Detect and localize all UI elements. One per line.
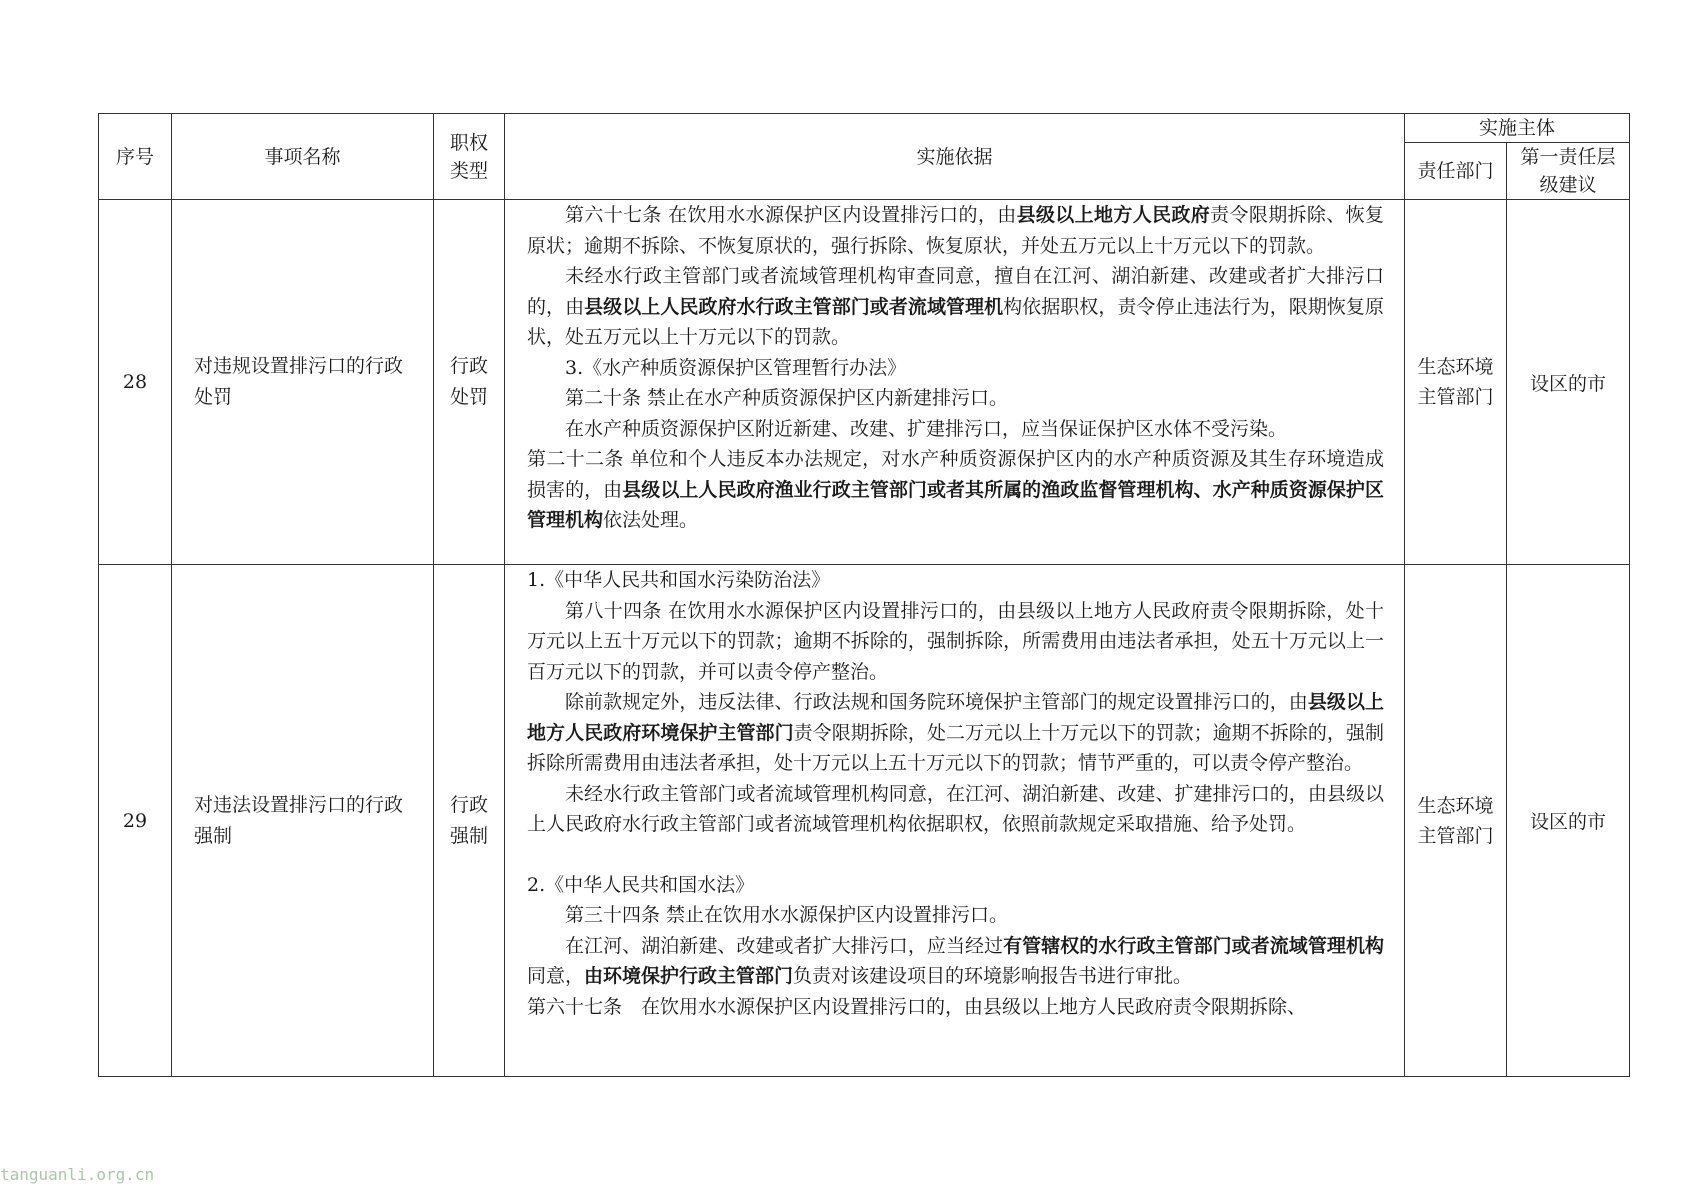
table-row <box>99 565 1630 1077</box>
header-dept: 责任部门 <box>1405 143 1507 200</box>
row-authority-type: 行政处罚 <box>434 200 505 565</box>
basis-paragraph: 第二十条 禁止在水产种质资源保护区内新建排污口。 <box>565 387 1009 409</box>
basis-paragraph: 第六十七条 在饮用水水源保护区内设置排污口的，由县级以上地方人民政府责令限期拆除、恢复原状；逾期不拆除、不恢复原状的，强行拆除、恢复原状，并处五万元以上十万元以下的罚款。 <box>527 204 1384 257</box>
row-item-name: 对违法设置排污口的行政强制 <box>172 565 434 1077</box>
row-seq: 28 <box>99 200 172 565</box>
row-authority-type: 行政强制 <box>434 565 505 1077</box>
table-row <box>99 200 1630 565</box>
header-seq: 序号 <box>99 114 172 200</box>
row-item-name: 对违规设置排污口的行政处罚 <box>172 200 434 565</box>
basis-paragraph: 除前款规定外，违反法律、行政法规和国务院环境保护主管部门的规定设置排污口的，由县级以上地方人民政府环境保护主管部门责令限期拆除，处二万元以上十万元以下的罚款；逾期不拆除的，强制拆除所需费用由违法者承担，处十万元以上五十万元以下的罚款；情节严重的，可以责令停产整治。 <box>527 691 1384 774</box>
basis-paragraph: 第二十二条 单位和个人违反本办法规定，对水产种质资源保护区内的水产种质资源及其生存环境造成损害的，由县级以上人民政府渔业行政主管部门或者其所属的渔政监督管理机构、水产种质资源保护区管理机构依法处理。 <box>527 448 1384 531</box>
basis-paragraph: 未经水行政主管部门或者流域管理机构审查同意，擅自在江河、湖泊新建、改建或者扩大排污口的，由县级以上人民政府水行政主管部门或者流域管理机构依据职权，责令停止违法行为，限期恢复原状，处五万元以上十万元以下的罚款。 <box>527 265 1384 348</box>
basis-law-title: 2.《中华人民共和国水法》 <box>527 873 755 896</box>
row-level: 设区的市 <box>1507 565 1630 1077</box>
enforcement-items-table <box>98 113 1630 1077</box>
row-basis <box>505 565 1405 1077</box>
row-dept: 生态环境主管部门 <box>1405 200 1507 565</box>
basis-paragraph: 在江河、湖泊新建、改建或者扩大排污口，应当经过有管辖权的水行政主管部门或者流域管理机构同意，由环境保护行政主管部门负责对该建设项目的环境影响报告书进行审批。 <box>527 934 1384 987</box>
basis-paragraph: 在水产种质资源保护区附近新建、改建、扩建排污口，应当保证保护区水体不受污染。 <box>565 417 1288 440</box>
row-basis <box>505 200 1405 565</box>
basis-spacer <box>527 840 1384 870</box>
header-level: 第一责任层级建议 <box>1507 143 1630 200</box>
header-item-name: 事项名称 <box>172 114 434 200</box>
header-authority-type: 职权类型 <box>434 114 505 200</box>
row-dept: 生态环境主管部门 <box>1405 565 1507 1077</box>
row-seq: 29 <box>99 565 172 1077</box>
basis-paragraph: 第八十四条 在饮用水水源保护区内设置排污口的，由县级以上地方人民政府责令限期拆除，处十万元以上五十万元以下的罚款；逾期不拆除的，强制拆除，所需费用由违法者承担，处五十万元以上一百万元以下的罚款，并可以责令停产整治。 <box>527 599 1384 683</box>
watermark: tanguanli.org.cn <box>0 1165 155 1184</box>
basis-paragraph: 未经水行政主管部门或者流域管理机构同意，在江河、湖泊新建、改建、扩建排污口的，由县级以上人民政府水行政主管部门或者流域管理机构依据职权，依照前款规定采取措施、给予处罚。 <box>527 782 1384 835</box>
basis-paragraph: 第六十七条 在饮用水水源保护区内设置排污口的，由县级以上地方人民政府责令限期拆除、 <box>527 995 1307 1018</box>
header-subject: 实施主体 <box>1405 114 1630 143</box>
basis-law-title: 3.《水产种质资源保护区管理暂行办法》 <box>565 356 907 379</box>
basis-paragraph: 第三十四条 禁止在饮用水水源保护区内设置排污口。 <box>565 904 1009 926</box>
basis-law-title: 1.《中华人民共和国水污染防治法》 <box>527 569 831 591</box>
row-level: 设区的市 <box>1507 200 1630 565</box>
header-basis: 实施依据 <box>505 114 1405 200</box>
